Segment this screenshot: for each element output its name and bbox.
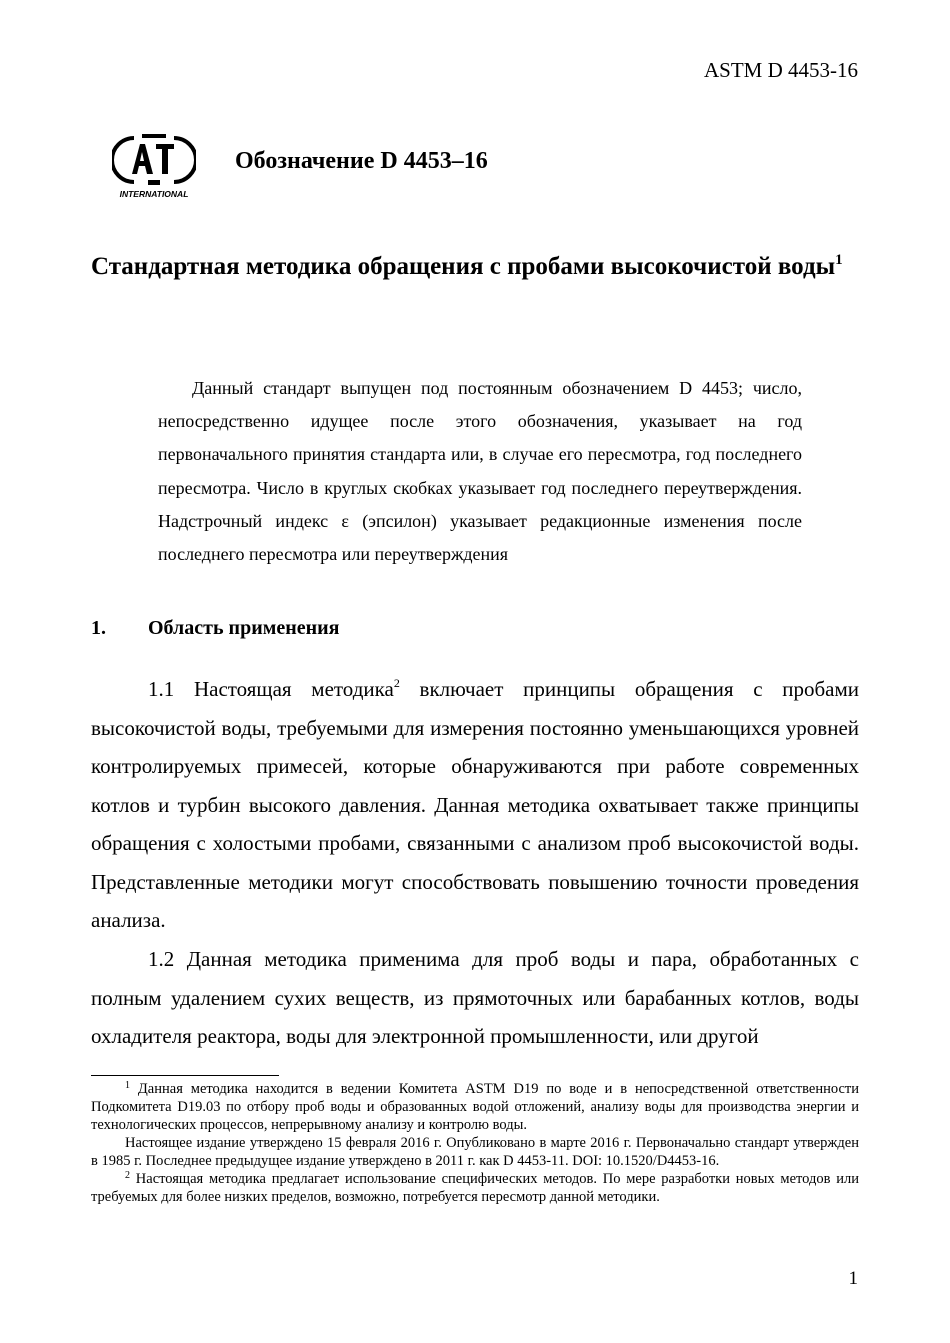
footnote-1-continued-text: Настоящее издание утверждено 15 февраля 2016 г. Опубликовано в марте 2016 г. Первоначально стандарт утвержден в 1985 г. Последнее предыдущее издание утверждено в 2011 г. как D 4453-11. DOI: 10.1520/D4453-16. bbox=[91, 1135, 859, 1169]
footnote-2-marker: 2 bbox=[125, 1170, 130, 1181]
footnote-separator bbox=[91, 1075, 279, 1076]
document-title bbox=[91, 248, 859, 286]
footnote-2 bbox=[91, 1170, 859, 1206]
footnote-1-marker: 1 bbox=[125, 1080, 130, 1091]
logo-international-text: INTERNATIONAL bbox=[119, 189, 189, 199]
title-footnote-ref: 1 bbox=[835, 252, 843, 268]
footnote-1-text: Данная методика находится в ведении Комитета ASTM D19 по воде и в непосредственной ответственности Подкомитета D19.03 по отбору проб воды и образованных водой отложений, анализу воды для производства энергии и технологических процессов, непрерывному анализу и контролю воды. bbox=[91, 1081, 859, 1133]
astm-logo bbox=[112, 130, 196, 200]
footnote-2-text: Настоящая методика предлагает использование специфических методов. По мере разработки новых методов или требуемых для более низких пределов, возможно, потребуется пересмотр данной методики. bbox=[91, 1171, 860, 1205]
paragraph-1-1-rest: включает принципы обращения с пробами высокочистой воды, требуемыми для измерения постоянно уменьшающихся уровней контролируемых примесей, которые обнаруживаются при работе современных котлов и турбин высокого давления. Данная методика охватывает также принципы обращения с холостыми пробами, связанными с анализом проб высокочистой воды. Представленные методики могут способствовать повышению точности проведения анализа. bbox=[91, 677, 859, 932]
page-number: 1 bbox=[848, 1268, 858, 1289]
paragraph-1-1-lead: 1.1 Настоящая методика bbox=[148, 677, 394, 701]
footnote-ref-2: 2 bbox=[393, 676, 400, 690]
standard-preamble: Данный стандарт выпущен под постоянным обозначением D 4453; число, непосредственно идущее после этого обозначения, указывает на год первоначального принятия стандарта или, в случае его пересмотра, год последнего пересмотра. Число в круглых скобках указывает год последнего переутверждения. Надстрочный индекс ε (эпсилон) указывает редакционные изменения после последнего пересмотра или переутверждения bbox=[158, 378, 802, 565]
section-title: Область применения bbox=[148, 617, 340, 639]
paragraph-1-1 bbox=[91, 670, 859, 940]
footnote-1-continued bbox=[91, 1134, 859, 1170]
document-code: ASTM D 4453-16 bbox=[703, 58, 858, 82]
footnotes bbox=[91, 1080, 859, 1206]
paragraph-1-2: 1.2 Данная методика применима для проб воды и пара, обработанных с полным удалением сухих веществ, из прямоточных или барабанных котлов, воды охладителя реактора, воды для электронной промышленности, или другой bbox=[91, 947, 859, 1048]
designation-heading: Обозначение D 4453–16 bbox=[235, 148, 488, 174]
section-number: 1. bbox=[91, 617, 106, 639]
title-text: Стандартная методика обращения с пробами высокочистой воды bbox=[91, 253, 836, 280]
footnote-1 bbox=[91, 1080, 859, 1134]
